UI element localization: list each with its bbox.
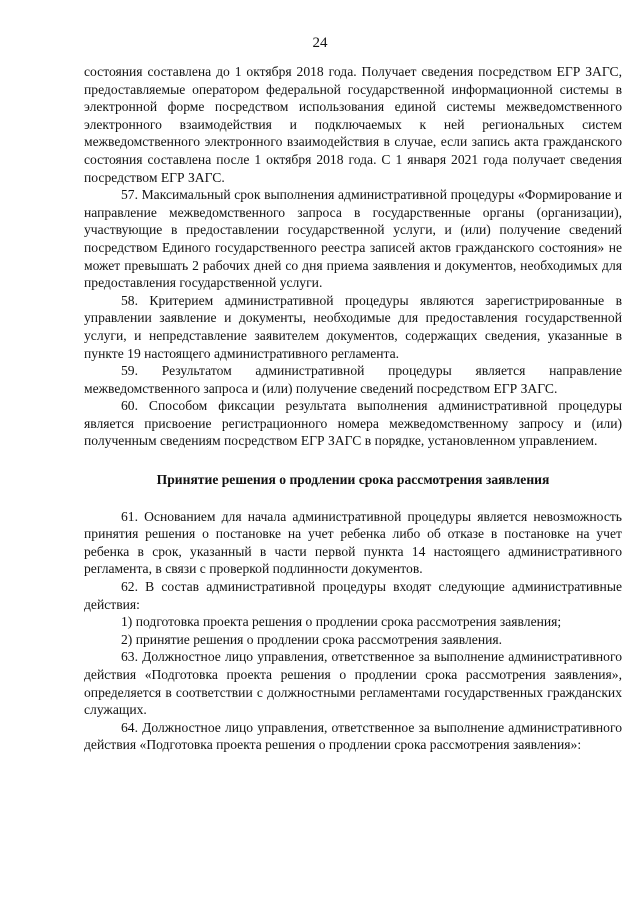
paragraph-63: 63. Должностное лицо управления, ответственное за выполнение административного действия «Подготовка проекта решения о продлении срока рассмотрения заявления», определяется в соответствии с должностными регламентами государственных гражданских служащих. <box>84 649 622 718</box>
paragraph-58: 58. Критерием административной процедуры являются зарегистрированные в управлении заявление и документы, необходимые для предоставления государственной услуги, и непредставление заявителем документов, содержащих сведения, указанные в пункте 19 настоящего административного регламента. <box>84 292 622 361</box>
list-item-1: 1) подготовка проекта решения о продлении срока рассмотрения заявления; <box>121 614 562 630</box>
paragraph-60: 60. Способом фиксации результата выполнения административной процедуры является присвоение регистрационного номера межведомственному запросу и (или) полученным сведениям посредством ЕГР ЗАГС в порядке, установленном управлением. <box>84 398 622 449</box>
paragraph-57: 57. Максимальный срок выполнения административной процедуры «Формирование и направление межведомственного запроса в государственные органы (организации), участвующие в предоставлении государственной услуги, и (или) получение сведений посредством Единого государственного реестра записей актов гражданского состояния» не может превышать 2 рабочих дней со дня приема заявления и документов, необходимых для предоставления государственной услуги. <box>84 187 622 291</box>
list-item-2: 2) принятие решения о продлении срока рассмотрения заявления. <box>121 631 503 647</box>
document-body <box>84 63 622 754</box>
paragraph-59: 59. Результатом административной процедуры является направление межведомственного запроса и (или) получение сведений посредством ЕГР ЗАГС. <box>84 363 622 396</box>
page-number: 24 <box>312 35 328 51</box>
paragraph-64: 64. Должностное лицо управления, ответственное за выполнение административного действия «Подготовка проекта решения о продлении срока рассмотрения заявления»: <box>84 719 622 753</box>
section-heading: Принятие решения о продлении срока рассмотрения заявления <box>156 472 550 488</box>
paragraph-61: 61. Основанием для начала административной процедуры является невозможность принятия решения о постановке на учет ребенка либо об отказе в постановке на учет ребенка в срок, указанный в части первой пункта 14 настоящего административного регламента, в связи с проверкой подлинности документов. <box>84 508 622 577</box>
paragraph-continuation: состояния составлена до 1 октября 2018 года. Получает сведения посредством ЕГР ЗАГС, предоставляемые оператором федеральной государственной информационной системы в электронной форме посредством использования единой системы межведомственного электронного взаимодействия и подключаемых к ней региональных систем межведомственного электронного взаимодействия в случае, если запись акта гражданского состояния составлена после 1 октября 2018 года. С 1 января 2021 года получает сведения посредством ЕГР ЗАГС. <box>84 64 622 185</box>
paragraph-62: 62. В состав административной процедуры входят следующие административные действия: <box>84 579 622 612</box>
